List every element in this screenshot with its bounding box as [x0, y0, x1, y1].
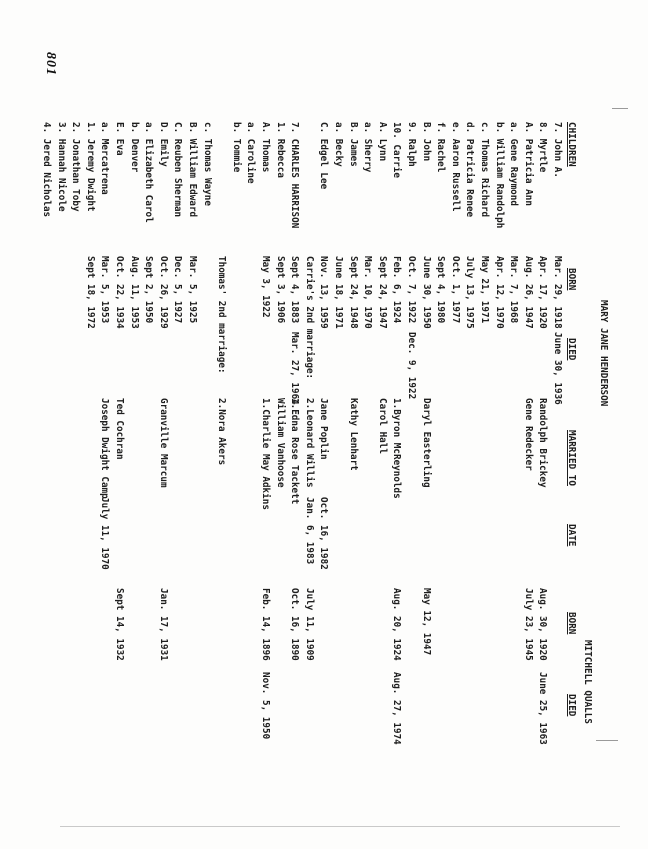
cell-name: D. Emily: [158, 122, 169, 167]
spouse-name: MITCHELL QUALLS: [582, 640, 593, 724]
scan-mark: [596, 740, 618, 741]
cell-born: Sept 4, 1980: [435, 256, 446, 324]
cell-born: May 21, 1971: [479, 256, 490, 324]
cell-died: June 30, 1936: [552, 332, 563, 405]
cell-born: June 30, 1950: [421, 256, 432, 329]
cell-name: 3. Hannah Nicole: [56, 122, 67, 212]
cell-name: 9. Ralph: [406, 122, 417, 167]
cell-sborn: Oct. 16, 1890: [289, 588, 300, 661]
cell-name: a. Sherry: [362, 122, 373, 173]
cell-born: Apr. 12, 1970: [494, 256, 505, 329]
scan-mark: [612, 108, 628, 109]
cell-born: Mar. 5, 1925: [187, 256, 198, 324]
cell-born: Oct. 26, 1929: [158, 256, 169, 329]
cell-born: Mar. 7, 1968: [508, 256, 519, 324]
cell-name: a. Mercatrena: [99, 122, 110, 195]
header-married-to: MARRIED TO: [566, 430, 577, 486]
cell-married: William Vanhoose: [275, 398, 286, 488]
cell-born: July 13, 1975: [464, 256, 475, 329]
cell-married: Granville Marcum: [158, 398, 169, 488]
cell-born: Dec. 5, 1927: [172, 256, 183, 324]
cell-name: B. John: [421, 122, 432, 162]
cell-married: Kathy Lenhart: [348, 398, 359, 471]
cell-born: Feb. 6, 1924: [391, 256, 402, 324]
cell-name: A. Patricia Ann: [523, 122, 534, 206]
cell-sborn: Jan. 17, 1931: [158, 588, 169, 661]
cell-name: a. Elizabeth Carol: [143, 122, 154, 223]
cell-born: Sept 4, 1883: [289, 256, 300, 324]
cell-married: Gene Redecker: [523, 398, 534, 471]
cell-name: 1. Rebecca: [275, 122, 286, 178]
cell-sdied: Aug. 27, 1974: [391, 672, 402, 745]
cell-name: e. Aaron Russell: [450, 122, 461, 212]
cell-mdate: Jan. 6, 1983: [304, 497, 315, 565]
header-died-spouse: DIED: [566, 694, 577, 717]
cell-name: A. Thomas: [260, 122, 271, 173]
cell-name: 8. Myrtle: [537, 122, 548, 173]
cell-name: a. Caroline: [245, 122, 256, 184]
cell-born: Apr. 17, 1920: [537, 256, 548, 329]
cell-born: Aug. 11, 1953: [129, 256, 140, 329]
cell-sborn: Sept 14, 1932: [114, 588, 125, 661]
cell-name: b. William Randolph: [494, 122, 505, 229]
header-born: BORN: [566, 268, 577, 291]
cell-married: Jane Poplin: [318, 398, 329, 460]
cell-name: 2. Jonathan Toby: [70, 122, 81, 212]
cell-born: May 3, 1922: [260, 256, 271, 318]
cell-born: Sept 24, 1948: [348, 256, 359, 329]
cell-married: 2.Nora Akers: [216, 398, 227, 466]
cell-born: June 18, 1971: [333, 256, 344, 329]
cell-married: Ted Cochran: [114, 398, 125, 460]
cell-born: Mar. 10, 1970: [362, 256, 373, 329]
header-born-spouse: BORN: [566, 612, 577, 635]
cell-born: Oct. 1, 1977: [450, 256, 461, 324]
document-title: MARY JANE HENDERSON: [598, 300, 609, 407]
cell-born: Oct. 22, 1934: [114, 256, 125, 329]
cell-married: 1.Byron McReynolds: [391, 398, 402, 499]
cell-name: c. Thomas Wayne: [202, 122, 213, 206]
cell-married: Joseph Dwight Camp: [99, 398, 110, 499]
cell-name: C. Reuben Sherman: [172, 122, 183, 218]
cell-married: Daryl Easterling: [421, 398, 432, 488]
cell-name: f. Rachel: [435, 122, 446, 173]
cell-mdate: July 11, 1970: [99, 497, 110, 570]
cell-born: Oct. 7, 1922: [406, 256, 417, 324]
cell-name: d. Patricia Renee: [464, 122, 475, 218]
cell-born: Nov. 13, 1959: [318, 256, 329, 329]
header-died: DIED: [566, 338, 577, 361]
cell-name: 7. John A.: [552, 122, 563, 178]
cell-married: 2.Leonard Willis: [304, 398, 315, 488]
cell-born: Sept 24, 1947: [377, 256, 388, 329]
cell-name: 1. Jeremy Dwight: [85, 122, 96, 212]
cell-married: 1.Edna Rose Tackett: [289, 398, 300, 505]
cell-sborn: July 23, 1945: [523, 588, 534, 661]
cell-born: Mar. 5, 1953: [99, 256, 110, 324]
cell-mdate: Oct. 16, 1982: [318, 497, 329, 570]
scan-mark: [60, 826, 620, 827]
page-number: 801: [43, 52, 58, 76]
cell-sborn: July 11, 1909: [304, 588, 315, 661]
cell-name: b. Tommie: [231, 122, 242, 173]
cell-name: a. Gene Raymond: [508, 122, 519, 206]
cell-name: b. Denver: [129, 122, 140, 173]
cell-sborn: Feb. 14, 1896: [260, 588, 271, 661]
cell-married: Randolph Brickey: [537, 398, 548, 488]
cell-name: 10. Carrie: [391, 122, 402, 178]
header-children: CHILDREN: [566, 122, 577, 167]
cell-sborn: May 12, 1947: [421, 588, 432, 656]
cell-sdied: Nov. 5, 1950: [260, 672, 271, 740]
cell-died: Mar. 27, 1964: [289, 332, 300, 405]
cell-sdied: June 25, 1963: [537, 672, 548, 745]
cell-name: C. Edgel Lee: [318, 122, 329, 190]
cell-born: Aug. 26, 1947: [523, 256, 534, 329]
cell-sborn: Aug. 20, 1924: [391, 588, 402, 661]
cell-died: Dec. 9, 1922: [406, 332, 417, 400]
cell-born: Sept 2, 1950: [143, 256, 154, 324]
cell-name: c. Thomas Richard: [479, 122, 490, 218]
cell-name: E. Eva: [114, 122, 125, 156]
cell-born: Carrie's 2nd marriage:: [304, 256, 315, 380]
cell-born: Mar. 29, 1918: [552, 256, 563, 329]
cell-name: 7. CHARLES HARRISON: [289, 122, 300, 229]
cell-born: Sept 3, 1906: [275, 256, 286, 324]
cell-married: 1.Charlie May Adkins: [260, 398, 271, 510]
cell-name: 4. Jered Nicholas: [41, 122, 52, 218]
cell-born: Thomas' 2nd marriage:: [216, 256, 227, 374]
cell-married: Carol Hall: [377, 398, 388, 454]
cell-name: A. Lynn: [377, 122, 388, 162]
header-date: DATE: [566, 524, 577, 547]
cell-name: a. Becky: [333, 122, 344, 167]
cell-sborn: Aug. 30, 1920: [537, 588, 548, 661]
cell-name: B. William Edward: [187, 122, 198, 218]
cell-born: Sept 18, 1972: [85, 256, 96, 329]
cell-name: B. James: [348, 122, 359, 167]
